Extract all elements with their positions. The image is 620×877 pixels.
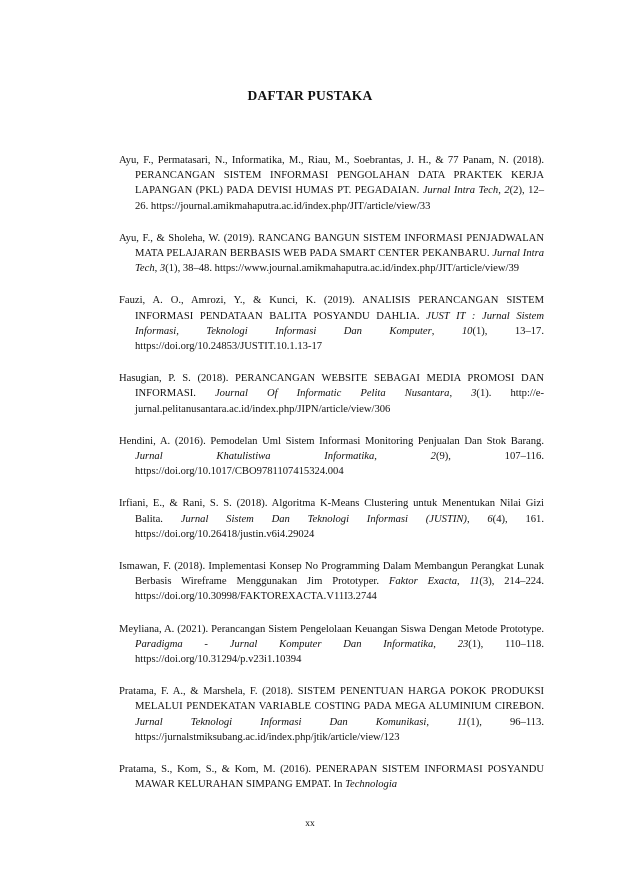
reference-item: Ismawan, F. (2018). Implementasi Konsep No Programming Dalam Membangun Perangkat Lunak Berbasis Wireframe Menggunakan Jim Prototyper. Faktor Exacta, 11(3), 214–224. https://doi.org/10.30998/FAKTOREXACTA.V11I3.2744 — [119, 561, 544, 603]
reference-item: Ayu, F., Permatasari, N., Informatika, M., Riau, M., Soebrantas, J. H., & 77 Panam, N. (2018). PERANCANGAN SISTEM INFORMASI PENGOLAHAN DATA PRAKTEK KERJA LAPANGAN (PKL) PADA DEVISI HUMAS PT. PEGADAIAN. Jurnal Intra Tech, 2(2), 12–26. https://journal.amikmahaputra.ac.id/index.php/JIT/article/view/33 — [119, 155, 545, 212]
reference-item: Pratama, F. A., & Marshela, F. (2018). SISTEM PENENTUAN HARGA POKOK PRODUKSI MELALUI PENDEKATAN VARIABLE COSTING PADA MEGA ALUMINIUM CIREBON. Jurnal Teknologi Informasi Dan Komunikasi, 11(1), 96–113. https://jurnalstmiksubang.ac.id/index.php/jtik/article/view/123 — [119, 686, 545, 743]
page-title: DAFTAR PUSTAKA — [247, 88, 373, 103]
page-number: xx — [305, 819, 315, 829]
reference-item: Hendini, A. (2016). Pemodelan Uml Sistem Informasi Monitoring Penjualan Dan Stok Barang. Jurnal Khatulistiwa Informatika, 2(9), 107–116. https://doi.org/10.1017/CBO9781107415324.004 — [119, 435, 545, 478]
reference-item: Irfiani, E., & Rani, S. S. (2018). Algoritma K-Means Clustering untuk Menentukan Nilai Gizi Balita. Jurnal Sistem Dan Teknologi Informasi (JUSTIN), 6(4), 161. https://doi.org/10.26418/justin.v6i4.29024 — [119, 498, 544, 540]
reference-item: Pratama, S., Kom, S., & Kom, M. (2016). PENERAPAN SISTEM INFORMASI POSYANDU MAWAR KELURAHAN SIMPANG EMPAT. In Technologia — [119, 764, 544, 791]
reference-item: Hasugian, P. S. (2018). PERANCANGAN WEBSITE SEBAGAI MEDIA PROMOSI DAN INFORMASI. Journal Of Informatic Pelita Nusantara, 3(1). http://e-jurnal.pelitanusantara.ac.id/index.php/JIPN/article/view/306 — [119, 373, 544, 415]
reference-item: Ayu, F., & Sholeha, W. (2019). RANCANG BANGUN SISTEM INFORMASI PENJADWALAN MATA PELAJARAN BERBASIS WEB PADA SMART CENTER PEKANBARU. Jurnal Intra Tech, 3(1), 38–48. https://www.journal.amikmahaputra.ac.id/index.php/JIT/article/view/39 — [119, 232, 544, 275]
reference-item: Fauzi, A. O., Amrozi, Y., & Kunci, K. (2019). ANALISIS PERANCANGAN SISTEM INFORMASI PENDATAAN BALITA POSYANDU DAHLIA. JUST IT : Jurnal Sistem Informasi, Teknologi Informasi Dan Komputer, 10(1), 13–17. https://doi.org/10.24853/JUSTIT.10.1.13-17 — [119, 295, 544, 353]
reference-list — [119, 153, 544, 810]
reference-item: Meyliana, A. (2021). Perancangan Sistem Pengelolaan Keuangan Siswa Dengan Metode Prototype. Paradigma - Jurnal Komputer Dan Informatika, 23(1), 110–118. https://doi.org/10.31294/p.v23i1.10394 — [119, 623, 544, 666]
